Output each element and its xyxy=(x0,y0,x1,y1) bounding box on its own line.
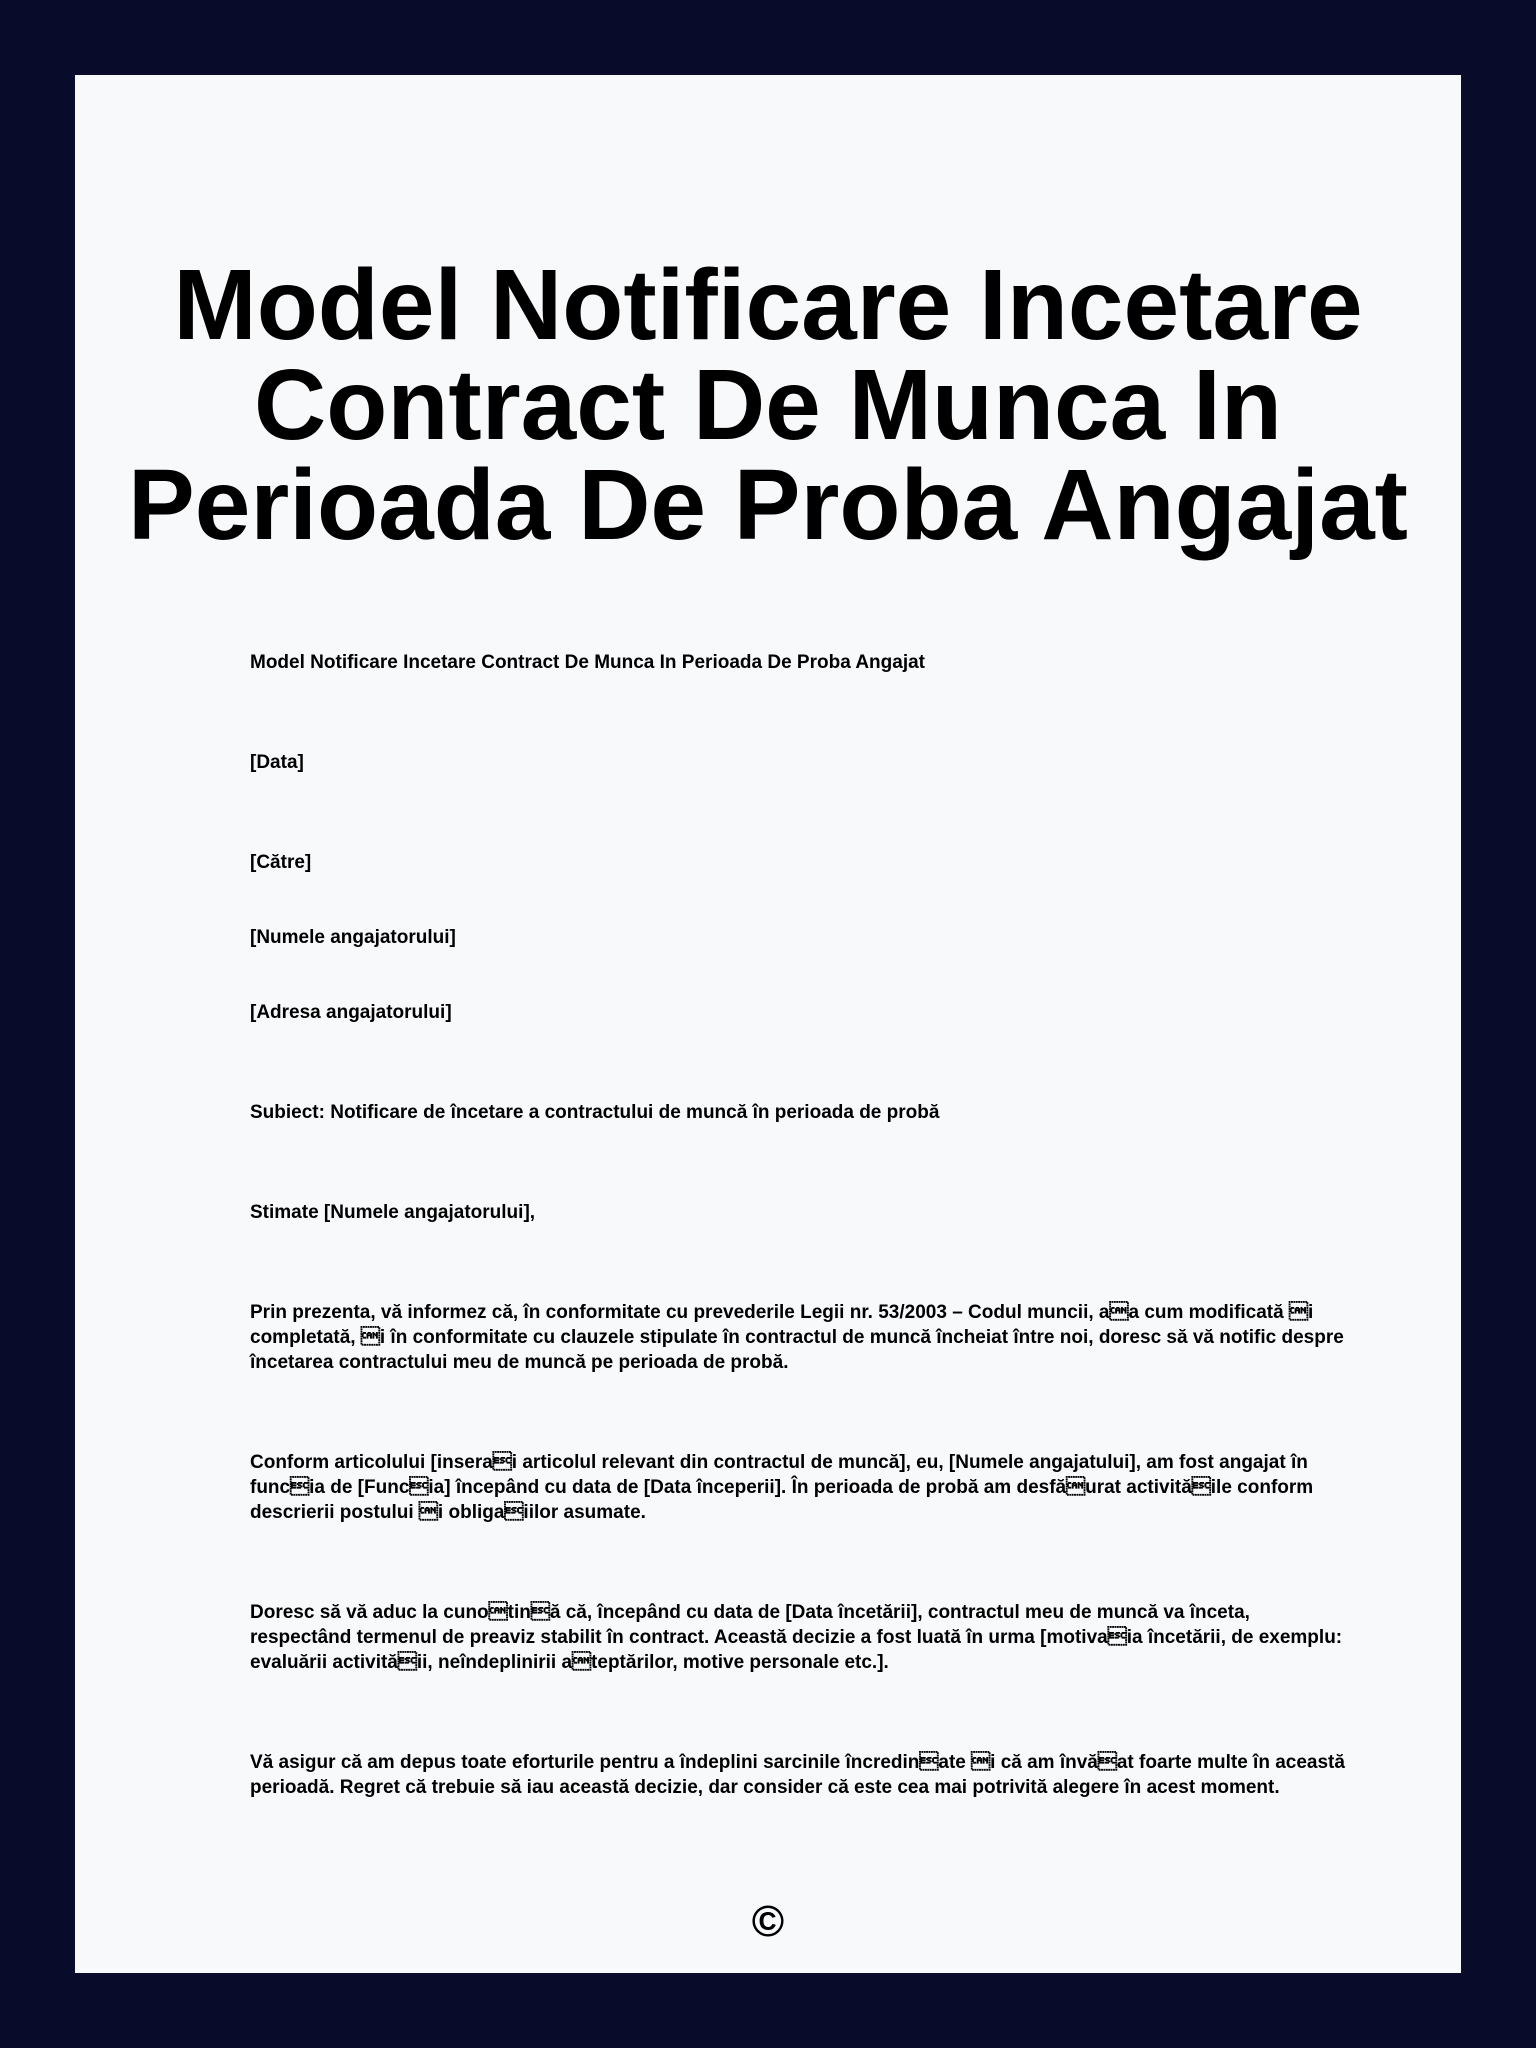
document-title: Model Notificare Incetare Contract De Munca In Perioada De Proba Angajat xyxy=(128,249,1408,561)
paragraph-3: Doresc să vă aduc la cunotină că, începând cu data de [Data încetării], contractul meu de muncă va înceta, respectând termenul de preaviz stabilit în contract. Această decizie a fost luată în urma [motivaia încetării, de exemplu: evaluării activităii, neîndeplinirii ateptărilor, motive personale etc.]. xyxy=(250,1602,1343,1673)
paragraph-4: Vă asigur că am depus toate eforturile pentru a îndeplini sarcinile încredinate i că am învăat foarte multe în această perioadă. Regret că trebuie să iau această decizie, dar consider că este cea mai potrivită alegere în acest moment. xyxy=(250,1752,1345,1798)
date-placeholder: [Data] xyxy=(250,752,304,773)
paragraph-2: Conform articolului [inserai articolul relevant din contractul de muncă], eu, [Numele angajatului], am fost angajat în funcia de [Funcia] începând cu data de [Data începerii]. În perioada de probă am desfăurat activităile conform descrierii postului i obligaiilor asumate. xyxy=(250,1452,1314,1523)
recipient-label: [Către] xyxy=(250,852,312,873)
document-subtitle: Model Notificare Incetare Contract De Munca In Perioada De Proba Angajat xyxy=(250,652,926,673)
copyright-icon: © xyxy=(751,1897,785,1946)
employer-name: [Numele angajatorului] xyxy=(250,927,456,948)
subject-line: Subiect: Notificare de încetare a contractului de muncă în perioada de probă xyxy=(250,1102,940,1123)
employer-address: [Adresa angajatorului] xyxy=(250,1002,452,1023)
greeting: Stimate [Numele angajatorului], xyxy=(250,1202,536,1223)
paragraph-1: Prin prezenta, vă informez că, în conformitate cu prevederile Legii nr. 53/2003 – Codul muncii, aa cum modificată i completată, i în conformitate cu clauzele stipulate în contractul de muncă încheiat între noi, doresc să vă notific despre încetarea contractului meu de muncă pe perioada de probă. xyxy=(250,1302,1344,1373)
document-page xyxy=(75,75,1461,1973)
